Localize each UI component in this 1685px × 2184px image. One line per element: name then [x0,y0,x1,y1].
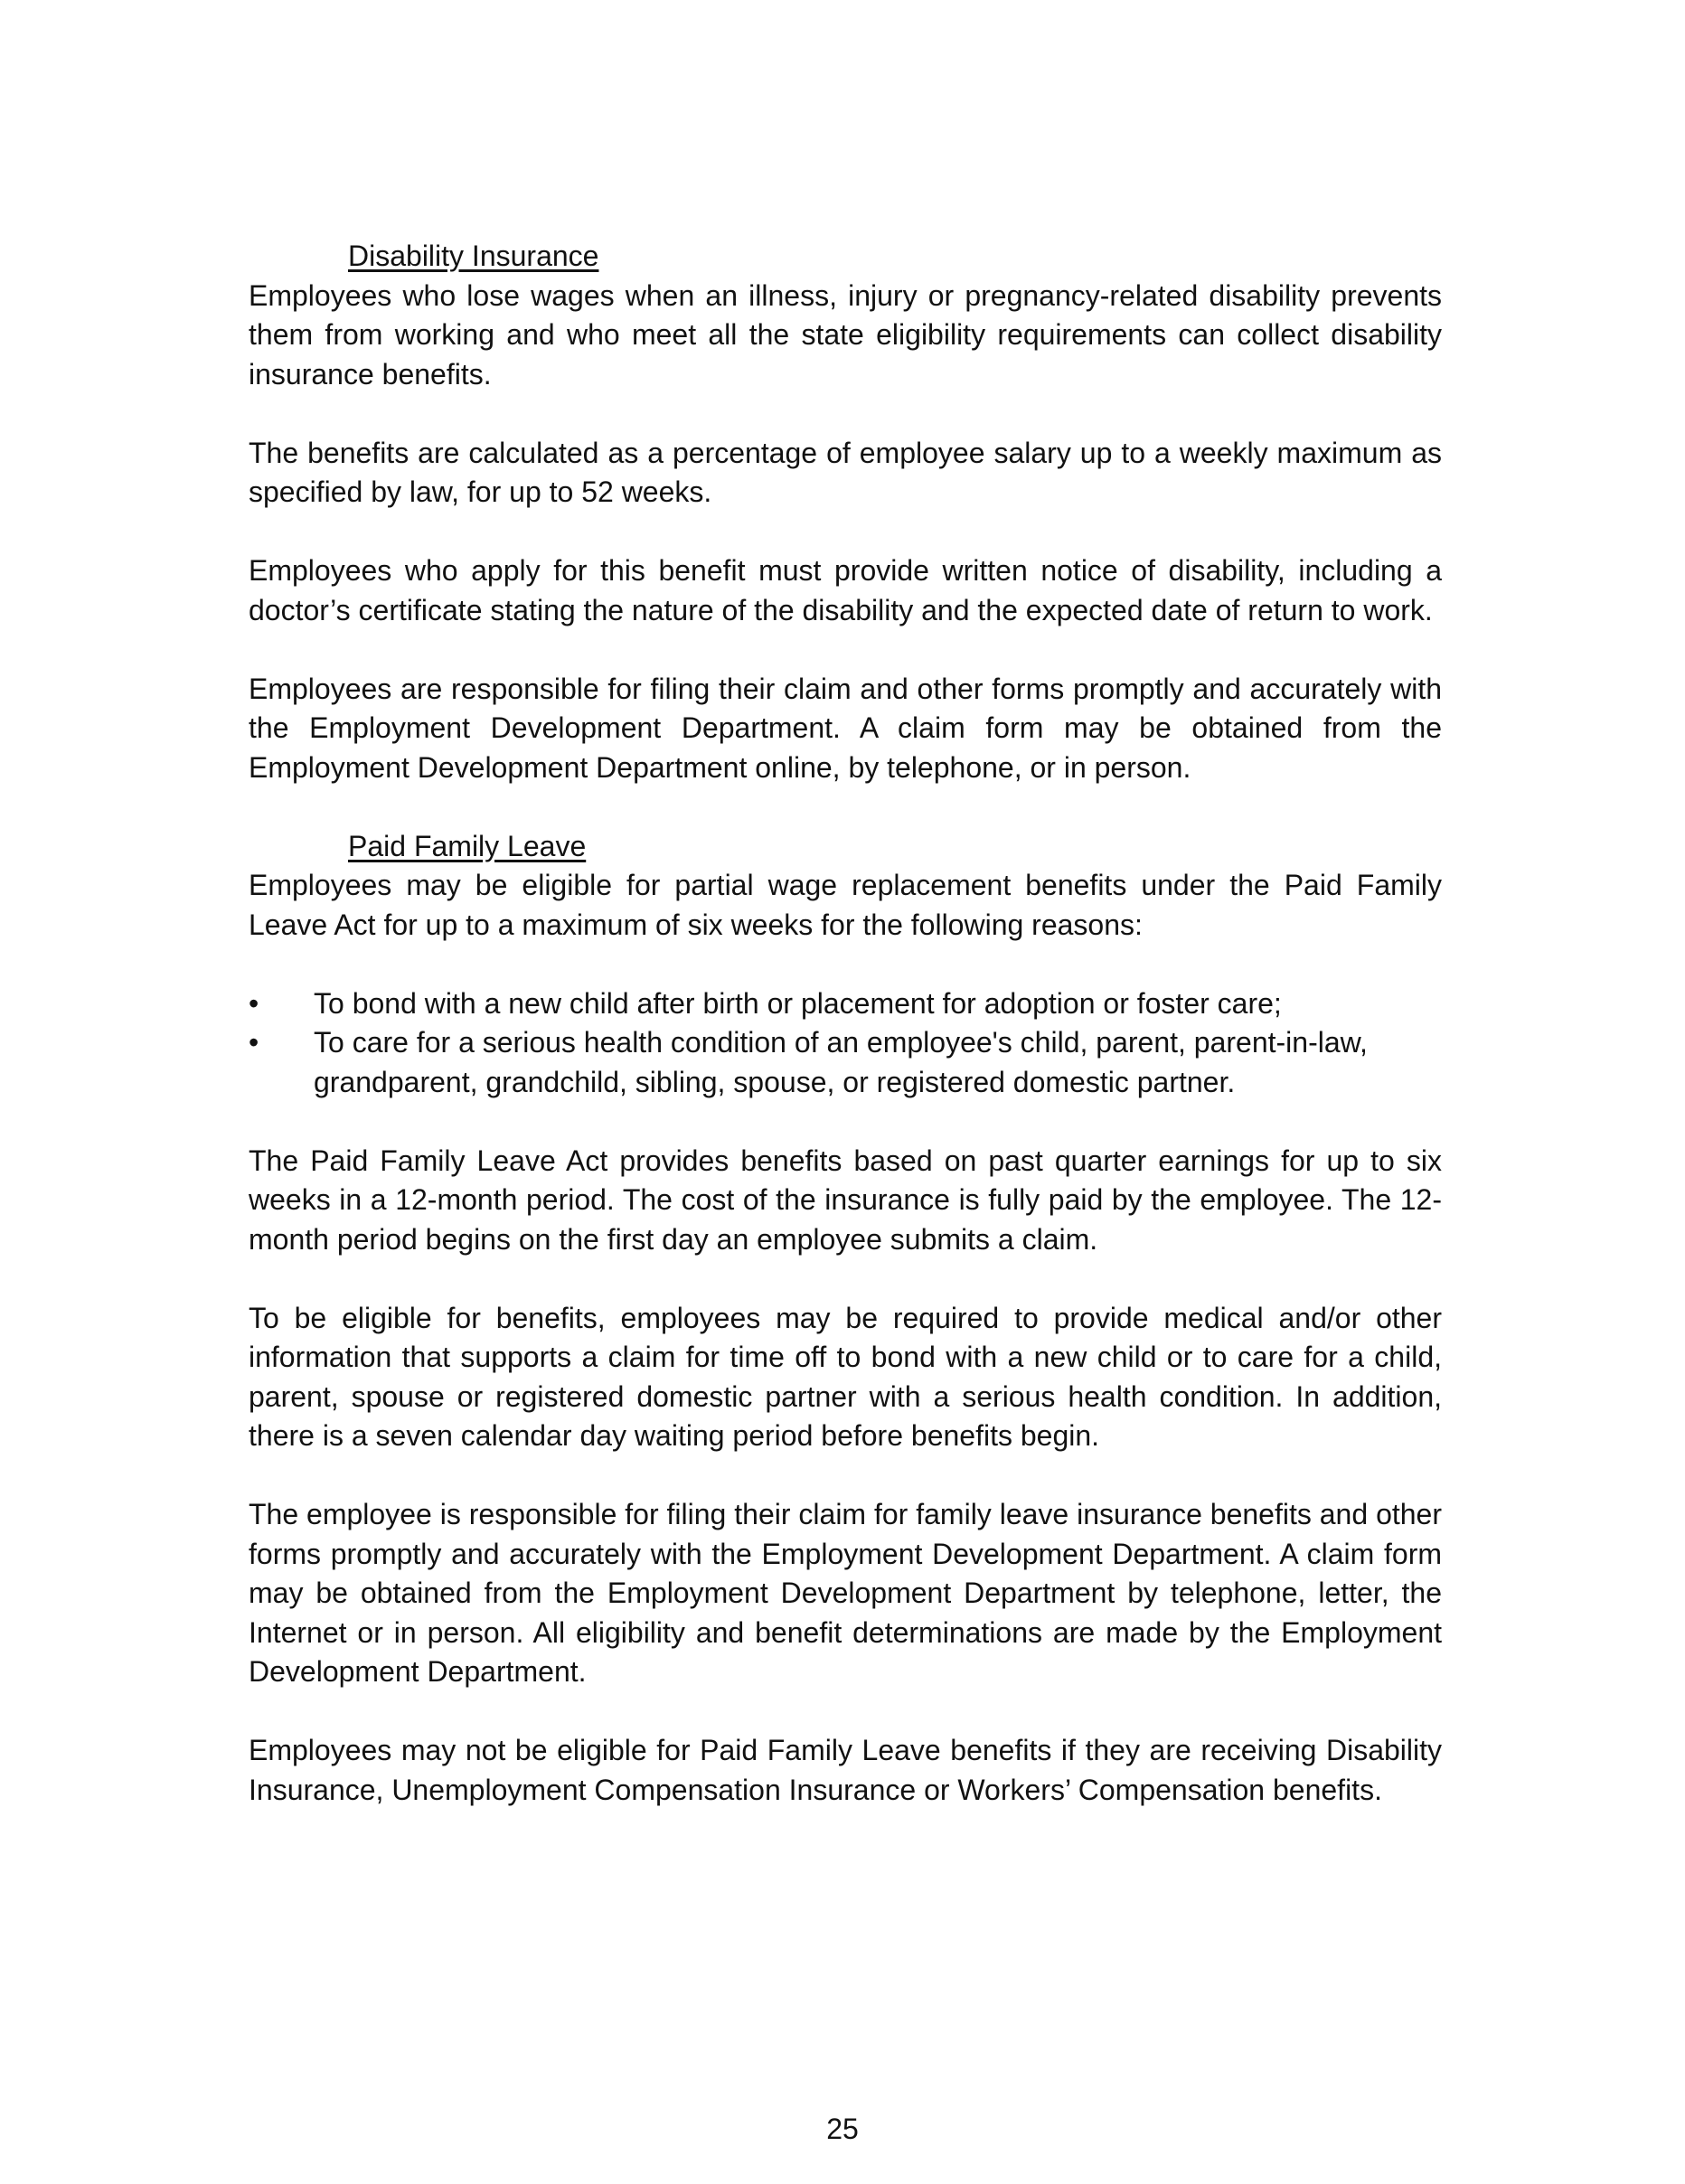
disability-insurance-heading: Disability Insurance [348,240,599,272]
pfl-paragraph: Employees may not be eligible for Paid Family Leave benefits if they are receiving Disability Insurance, Unemployment Compensation Insurance or Workers’ Compensation benefits. [249,1734,1442,1806]
list-item [249,1023,1442,1102]
page-content [249,237,1442,1850]
disability-paragraph: The benefits are calculated as a percentage of employee salary up to a weekly maximum as specified by law, for up to 52 weeks. [249,436,1442,508]
pfl-paragraph: To be eligible for benefits, employees may be required to provide medical and/or other information that supports a claim for time off to bond with a new child or to care for a child, parent, spouse or registered domestic partner with a serious health condition. In addition, there is a seven calendar day waiting period before benefits begin. [249,1301,1442,1452]
disability-paragraph: Employees are responsible for filing their claim and other forms promptly and accurately with the Employment Development Department. A claim form may be obtained from the Employment Development Department online, by telephone, or in person. [249,672,1442,784]
list-item [249,984,1442,1024]
list-item-text: To care for a serious health condition of an employee's child, parent, parent-in-law, grandparent, grandchild, sibling, spouse, or registered domestic partner. [314,1026,1368,1098]
pfl-intro-paragraph: Employees may be eligible for partial wage replacement benefits under the Paid Family Leave Act for up to a maximum of six weeks for the following reasons: [249,869,1442,941]
list-item-text: To bond with a new child after birth or placement for adoption or foster care; [314,986,1282,1020]
pfl-paragraph: The Paid Family Leave Act provides benefits based on past quarter earnings for up to six weeks in a 12-month period. The cost of the insurance is fully paid by the employee. The 12-month period begins on the first day an employee submits a claim. [249,1144,1442,1256]
bullet-icon: • [249,1026,259,1059]
pfl-reasons-list [249,984,1442,1103]
paid-family-leave-heading: Paid Family Leave [348,829,587,862]
page-number: 25 [826,2113,859,2145]
disability-paragraph: Employees who apply for this benefit must provide written notice of disability, including a doctor’s certificate stating the nature of the disability and the expected date of return to work. [249,554,1442,626]
disability-paragraph: Employees who lose wages when an illness, injury or pregnancy-related disability prevents them from working and who meet all the state eligibility requirements can collect disability insurance benefits. [249,278,1442,391]
pfl-paragraph: The employee is responsible for filing their claim for family leave insurance benefits and other forms promptly and accurately with the Employment Development Department. A claim form may be obtained from the Employment Development Department by telephone, letter, the Internet or in person. All eligibility and benefit determinations are made by the Employment Development Department. [249,1498,1442,1688]
bullet-icon: • [249,986,259,1020]
